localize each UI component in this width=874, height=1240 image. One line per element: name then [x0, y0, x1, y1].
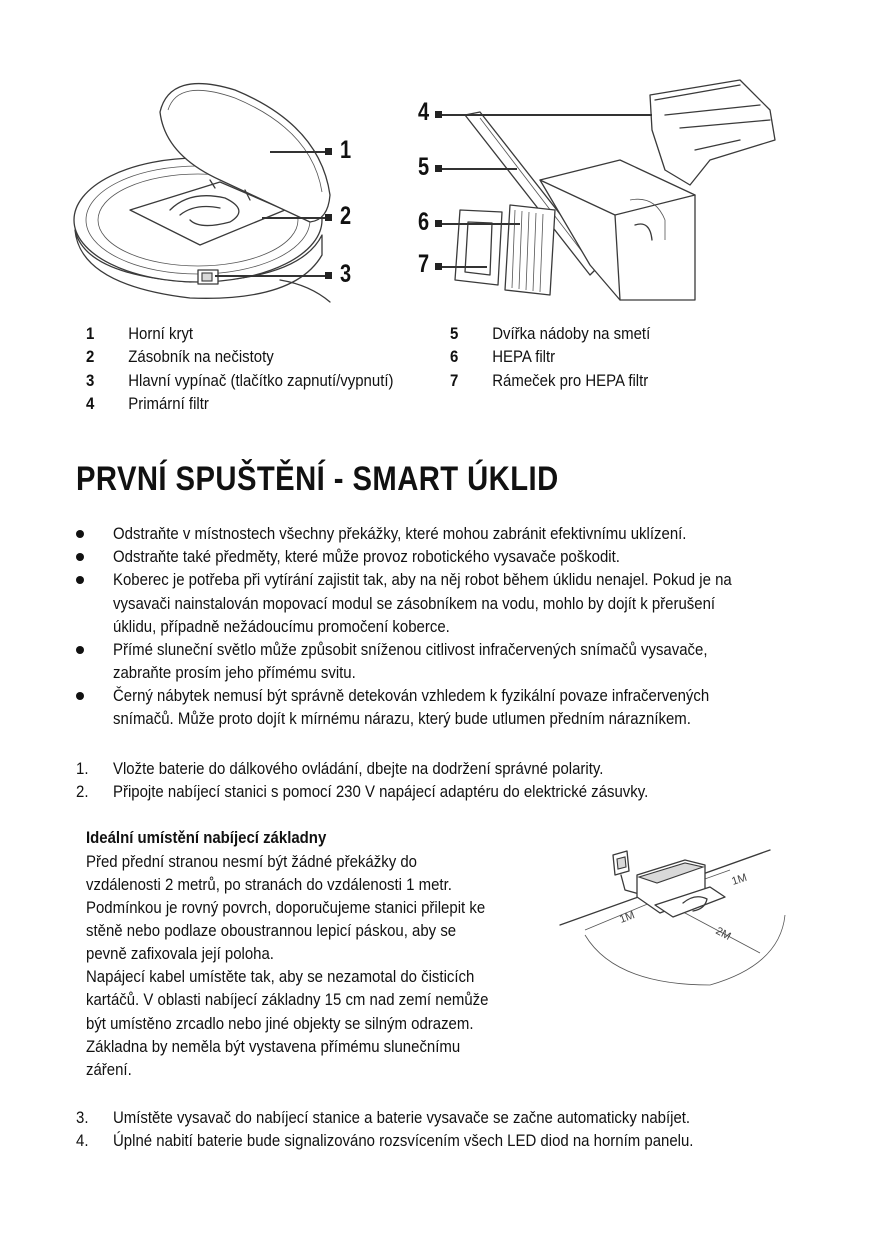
- legend-label: Horní kryt: [128, 324, 194, 343]
- step-number: 3.: [76, 1108, 89, 1127]
- bullet-line: Odstraňte v místnostech všechny překážky, které mohou zabránit efektivnímu uklízení.: [113, 524, 687, 543]
- legend-number: 1: [86, 324, 95, 343]
- legend-item-2: [86, 347, 274, 367]
- callout-line-4: [442, 114, 652, 116]
- section-heading: PRVNÍ SPUŠTĚNÍ - SMART ÚKLID: [76, 460, 559, 498]
- legend-label: HEPA filtr: [492, 347, 556, 366]
- charging-base-clearance-diagram: [555, 835, 790, 995]
- legend-item-5: [450, 324, 650, 344]
- callout-line-5: [442, 168, 517, 170]
- placement-line: záření.: [86, 1060, 132, 1079]
- legend-number: 6: [450, 347, 459, 366]
- bullet-line: úklidu, případně nežádoucímu promočení koberce.: [113, 617, 450, 636]
- placement-line: Podmínkou je rovný povrch, doporučujeme stanici přilepit ke: [86, 898, 486, 917]
- bullet-line: vysavači nainstalován mopovací modul se zásobníkem na vodu, mohlo by dojít k přerušení: [113, 594, 716, 613]
- bullet-dot: [76, 646, 84, 654]
- callout-line-3: [215, 275, 325, 277]
- bullet-dot: [76, 553, 84, 561]
- legend-item-4: [86, 394, 209, 414]
- legend-item-6: [450, 347, 555, 367]
- placement-title: Ideální umístění nabíjecí základny: [86, 828, 327, 847]
- placement-line: stěně nebo podlaze oboustrannou lepicí páskou, aby se: [86, 921, 457, 940]
- placement-line: kartáčů. V oblasti nabíjecí základny 15 cm nad zemí nemůže: [86, 990, 489, 1009]
- legend-item-1: [86, 324, 193, 344]
- step-text: Vložte baterie do dálkového ovládání, dbejte na dodržení správné polarity.: [113, 759, 604, 778]
- bullet-line: Koberec je potřeba při vytírání zajistit tak, aby na něj robot během úklidu nenajel. Pokud je na: [113, 570, 732, 589]
- legend-label: Hlavní vypínač (tlačítko zapnutí/vypnutí): [128, 371, 394, 390]
- legend-item-7: [450, 371, 648, 391]
- callout-marker-2: [325, 214, 332, 221]
- robot-open-lid-figure: [60, 70, 330, 310]
- dust-bin-exploded-figure: [440, 70, 810, 310]
- bullet-line: snímačů. Může proto dojít k mírnému nárazu, který bude utlumen předním nárazníkem.: [113, 709, 691, 728]
- callout-line-7: [442, 266, 487, 268]
- bullet-dot: [76, 576, 84, 584]
- callout-line-2: [262, 217, 325, 219]
- bullet-line: zabraňte prosím jeho přímému svitu.: [113, 663, 356, 682]
- distance-label-side-right: 1M: [730, 871, 749, 888]
- callout-line-6: [442, 223, 520, 225]
- bullet-dot: [76, 692, 84, 700]
- callout-marker-3: [325, 272, 332, 279]
- callout-number-6: 6: [418, 208, 430, 236]
- placement-line: vzdálenosti 2 metrů, po stranách do vzdálenosti 1 metr.: [86, 875, 452, 894]
- placement-line: pevně zafixovala její poloha.: [86, 944, 274, 963]
- callout-number-4: 4: [418, 98, 430, 126]
- callout-marker-1: [325, 148, 332, 155]
- legend-number: 3: [86, 371, 95, 390]
- callout-number-3: 3: [340, 260, 352, 288]
- step-number: 4.: [76, 1131, 89, 1150]
- legend-number: 2: [86, 347, 95, 366]
- placement-line: Napájecí kabel umístěte tak, aby se nezamotal do čisticích: [86, 967, 475, 986]
- callout-line-1: [270, 151, 325, 153]
- placement-line: Základna by neměla být vystavena přímému slunečnímu: [86, 1037, 461, 1056]
- placement-line: Před přední stranou nesmí být žádné překážky do: [86, 852, 417, 871]
- legend-label: Rámeček pro HEPA filtr: [492, 371, 649, 390]
- distance-label-front: 2M: [713, 925, 733, 943]
- callout-marker-4: [435, 111, 442, 118]
- bullet-line: Přímé sluneční světlo může způsobit sníženou citlivost infračervených snímačů vysavače,: [113, 640, 708, 659]
- step-text: Připojte nabíjecí stanici s pomocí 230 V napájecí adaptéru do elektrické zásuvky.: [113, 782, 649, 801]
- step-text: Úplné nabití baterie bude signalizováno rozsvícením všech LED diod na horním panelu.: [113, 1131, 694, 1150]
- callout-marker-5: [435, 165, 442, 172]
- distance-label-side-left: 1M: [617, 909, 637, 926]
- callout-marker-7: [435, 263, 442, 270]
- callout-number-1: 1: [340, 136, 352, 164]
- legend-number: 5: [450, 324, 459, 343]
- legend-item-3: [86, 371, 393, 391]
- legend-number: 7: [450, 371, 459, 390]
- callout-marker-6: [435, 220, 442, 227]
- bullet-line: Černý nábytek nemusí být správně detekován vzhledem k fyzikální povaze infračervených: [113, 686, 710, 705]
- step-number: 1.: [76, 759, 89, 778]
- legend-label: Dvířka nádoby na smetí: [492, 324, 651, 343]
- legend-label: Zásobník na nečistoty: [128, 347, 274, 366]
- legend-number: 4: [86, 394, 95, 413]
- bullet-line: Odstraňte také předměty, které může provoz robotického vysavače poškodit.: [113, 547, 620, 566]
- legend-label: Primární filtr: [128, 394, 209, 413]
- callout-number-7: 7: [418, 250, 430, 278]
- callout-number-2: 2: [340, 202, 352, 230]
- placement-line: být umístěno zrcadlo nebo jiné objekty se silným odrazem.: [86, 1014, 474, 1033]
- bullet-dot: [76, 530, 84, 538]
- step-number: 2.: [76, 782, 89, 801]
- callout-number-5: 5: [418, 153, 430, 181]
- step-text: Umístěte vysavač do nabíjecí stanice a baterie vysavače se začne automaticky nabíjet.: [113, 1108, 691, 1127]
